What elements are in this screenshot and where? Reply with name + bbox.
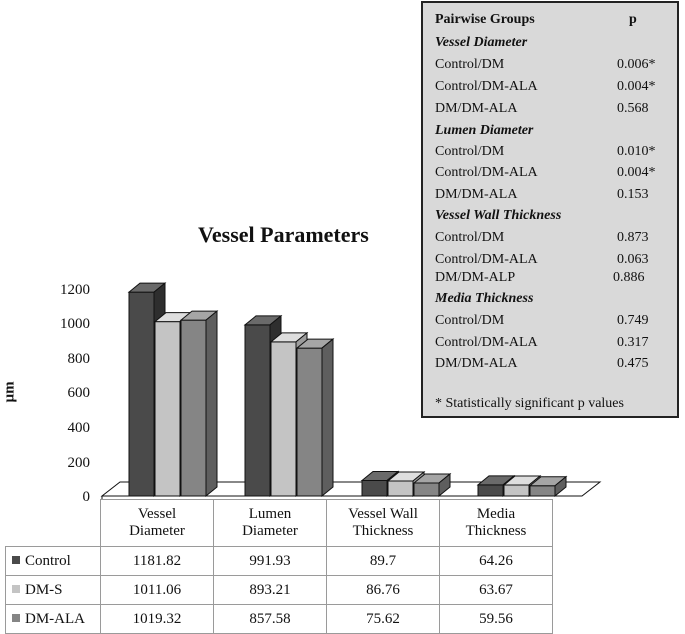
data-table-row [6,605,553,634]
data-table-row [6,547,553,576]
data-table-corner [6,500,101,547]
bar-front [530,486,555,496]
data-cell: 89.7 [327,547,440,576]
data-cell: 75.62 [327,605,440,634]
chart-title: Vessel Parameters [198,222,369,247]
bar-front [155,322,180,496]
stats-header-group: Pairwise Groups [435,12,535,27]
y-tick-label: 600 [67,385,90,401]
bar-front [362,481,387,496]
y-tick-label: 1200 [60,282,90,298]
data-table-header-row [6,500,553,547]
bar-layer [129,283,566,496]
bar-side [206,311,217,496]
category-label: Vessel Wall Thickness [327,500,440,547]
legend-key [12,585,20,593]
bar-front [245,325,270,496]
stats-header-p: p [629,12,637,27]
y-tick-label: 200 [67,455,90,471]
bar-front [504,485,529,496]
legend-key [12,614,20,622]
legend-key [12,556,20,564]
bar [181,311,217,496]
data-cell: 1011.06 [101,576,214,605]
legend-entry-dm-ala: DM-ALA [6,605,101,634]
data-cell: 893.21 [214,576,327,605]
y-tick-label: 800 [67,351,90,367]
data-cell: 857.58 [214,605,327,634]
bar-front [297,348,322,496]
bar [297,339,333,496]
category-label: Lumen Diameter [214,500,327,547]
data-cell: 1181.82 [101,547,214,576]
y-tick-label: 1000 [60,316,90,332]
data-cell: 63.67 [440,576,553,605]
data-cell: 86.76 [327,576,440,605]
bar-front [129,292,154,496]
category-label: Vessel Diameter [101,500,214,547]
legend-entry-dm-s: DM-S [6,576,101,605]
data-cell: 59.56 [440,605,553,634]
stats-footnote: * Statistically significant p values [435,396,624,411]
bar-front [271,342,296,496]
data-cell: 64.26 [440,547,553,576]
bar-front [388,481,413,496]
bar-front [181,320,206,496]
data-cell: 1019.32 [101,605,214,634]
bar-side [322,339,333,496]
legend-entry-control: Control [6,547,101,576]
pairwise-stats-box: Pairwise Groups p Vessel Diameter Control/DM 0.006* Control/DM-ALA 0.004* DM/DM-ALA 0.568 Lumen Diameter Control/DM 0.010* Control/DM-ALA 0.004* DM/DM-ALA 0.153 Vessel Wall Thickness Control/DM 0.873 Control/DM-ALA 0.063 DM/DM-ALP 0.886 Media Thickness Control/DM 0.749 Control/DM-ALA 0.317 DM/DM-ALA 0.475 * Statistically significant p values [421,1,679,418]
category-label: Media Thickness [440,500,553,547]
data-table-row [6,576,553,605]
bar-front [414,483,439,496]
y-tick-label: 0 [82,489,90,505]
data-cell: 991.93 [214,547,327,576]
data-table [5,499,553,634]
y-axis-label: µm [1,381,18,403]
y-tick-label: 400 [67,420,90,436]
bar-front [478,485,503,496]
